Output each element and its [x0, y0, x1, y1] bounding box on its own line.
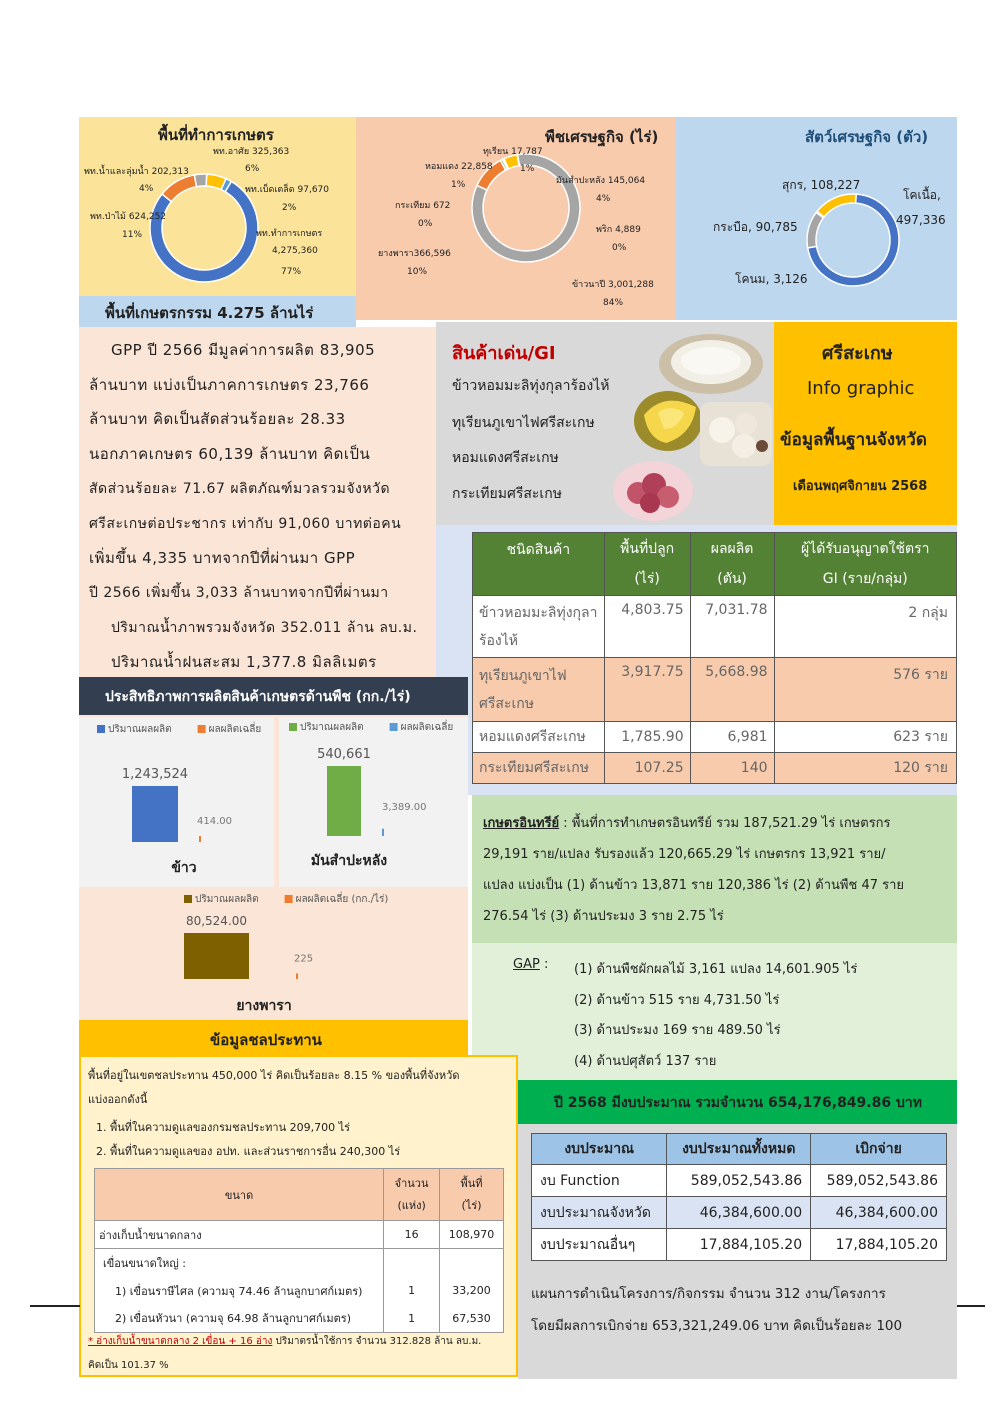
budget-plan-line: โดยมีผลการเบิกจ่าย 653,321,249.06 บาท คิดเป็นร้อยละ 100	[531, 1318, 903, 1334]
gap-item: (3) ด้านประมง 169 ราย 489.50 ไร่	[574, 1023, 781, 1038]
land-slice	[194, 174, 206, 187]
chart-1	[289, 719, 453, 869]
organic-line: 29,191 ราย/แปลง รับรองแล้ว 120,665.29 ไร่ เกษตรกร 13,921 ราย/	[483, 847, 886, 862]
budget-table	[531, 1133, 947, 1261]
irrigation-cell-area: 33,200	[440, 1277, 504, 1305]
legend-label: ผลผลิตเฉลี่ย (กก./ไร่)	[295, 894, 389, 905]
bar-label-production: 80,524.00	[185, 914, 248, 928]
irrigation-note-highlight: * อ่างเก็บน้ำขนาดกลาง 2 เขื่อน + 16 อ่าง	[88, 1336, 273, 1347]
irrigation-header-count: จำนวน (แห่ง)	[384, 1169, 440, 1221]
gi-item: กระเทียมศรีสะเกษ	[452, 486, 562, 502]
land-label-water-pct: 4%	[139, 184, 154, 194]
bar-average	[382, 829, 384, 836]
irrigation-header-area: พื้นที่ (ไร่)	[440, 1169, 504, 1221]
page-rule-right	[955, 1305, 985, 1307]
chart-0	[97, 721, 261, 876]
livestock-label-beef: โคเนื้อ,	[903, 188, 941, 202]
legend-swatch	[198, 725, 206, 733]
land-label-forest: พท.ป่าไม้ 624,252	[90, 212, 167, 222]
table-row: ทุเรียนภูเขาไฟ ศรีสะเกษ	[473, 658, 605, 722]
legend-label: ปริมาณผลผลิต	[300, 722, 364, 733]
table-row: 1) เขื่อนราษีไศล (ความจุ 74.46 ล้านลูกบาศก์เมตร)	[95, 1277, 384, 1305]
chart-title: ยางพารา	[236, 998, 292, 1014]
land-label-residential-pct: 6%	[245, 164, 260, 174]
bar-label-production: 540,661	[317, 747, 371, 762]
organic-line: : พื้นที่การทำเกษตรอินทรีย์ รวม 187,521.29 ไร่ เกษตรกร	[559, 816, 891, 831]
table-row: งบประมาณจังหวัด	[532, 1197, 667, 1229]
info-province: ศรีสะเกษ	[822, 343, 893, 364]
gap-label: GAP	[513, 957, 540, 972]
irrigation-note	[88, 1330, 481, 1378]
crops-label-durian: ทุเรียน 17,787	[483, 147, 543, 157]
budget-cell-total: 589,052,543.86	[667, 1165, 811, 1197]
livestock-slice	[817, 194, 856, 217]
gpp-line: ปริมาณน้ำภาพรวมจังหวัด 352.011 ล้าน ลบ.ม.	[111, 619, 418, 636]
budget-banner: ปี 2568 มีงบประมาณ รวมจำนวน 654,176,849.86 บาท	[554, 1095, 922, 1111]
bar-label-average: 414.00	[197, 816, 232, 828]
gpp-line: ล้านบาท แบ่งเป็นภาคการเกษตร 23,766	[89, 375, 370, 394]
info-date: เดือนพฤศจิกายน 2568	[793, 479, 928, 494]
land-title: พื้นที่ทำการเกษตร	[158, 126, 274, 144]
irrigation-cell-area: 108,970	[440, 1221, 504, 1249]
bar-production	[184, 933, 249, 979]
irrigation-cell-area: 67,530	[440, 1305, 504, 1333]
gi-cell-area: 4,803.75	[604, 596, 690, 658]
gpp-line: นอกภาคเกษตร 60,139 ล้านบาท คิดเป็น	[89, 445, 371, 464]
irrigation-cell-count: 16	[384, 1221, 440, 1249]
legend-label: ผลผลิตเฉลี่ย	[208, 724, 262, 735]
gi-cell-licensed: 2 กลุ่ม	[774, 596, 956, 658]
land-footer: พื้นที่เกษตรกรรม 4.275 ล้านไร่	[105, 304, 314, 322]
gap-colon: :	[539, 957, 549, 972]
gap-label-wrap	[513, 957, 548, 972]
livestock-label-pig: สุกร, 108,227	[782, 178, 861, 192]
crops-label-rubber-pct: 10%	[407, 267, 428, 277]
irrigation-header-size: ขนาด	[95, 1169, 384, 1221]
gi-cell-area: 107.25	[604, 753, 690, 784]
gap-item: (2) ด้านข้าว 515 ราย 4,731.50 ไร่	[574, 992, 780, 1008]
land-label-agri-value: 4,275,360	[272, 246, 318, 256]
budget-cell-total: 17,884,105.20	[667, 1229, 811, 1261]
chart-2	[184, 891, 388, 1014]
legend-swatch	[289, 723, 297, 731]
table-row: กระเทียมศรีสะเกษ	[473, 753, 605, 784]
bar-average	[199, 836, 201, 842]
table-row: 2) เขื่อนหัวนา (ความจุ 64.98 ล้านลูกบาศก์เมตร)	[95, 1305, 384, 1333]
page-rule-left	[30, 1305, 80, 1307]
gpp-line: ปี 2566 เพิ่มขึ้น 3,033 ล้านบาทจากปีที่ผ่านมา	[89, 584, 389, 601]
irrigation-point: 2. พื้นที่ในความดูแลของ อปท. และส่วนราชการอื่น 240,300 ไร่	[96, 1145, 401, 1158]
crops-label-garlic: กระเทียม 672	[395, 201, 451, 211]
gpp-line: เพิ่มขึ้น 4,335 บาทจากปีที่ผ่านมา GPP	[89, 549, 356, 568]
legend-swatch	[97, 725, 105, 733]
livestock-label-beef-value: 497,336	[896, 213, 946, 227]
gi-cell-licensed: 120 ราย	[774, 753, 956, 784]
organic-line: 276.54 ไร่ (3) ด้านประมง 3 ราย 2.75 ไร่	[483, 909, 724, 924]
gpp-line: ปริมาณน้ำฝนสะสม 1,377.8 มิลลิเมตร	[111, 653, 377, 672]
crops-label-rice-pct: 84%	[603, 298, 624, 308]
gap-list	[574, 955, 857, 1077]
land-label-agri: พท.ทำการเกษตร	[256, 229, 323, 239]
gi-cell-yield: 6,981	[690, 722, 774, 753]
table-row: งบประมาณอื่นๆ	[532, 1229, 667, 1261]
crops-label-garlic-pct: 0%	[418, 219, 433, 229]
livestock-label-dairy: โคนม, 3,126	[735, 272, 808, 286]
budget-cell-paid: 46,384,600.00	[811, 1197, 947, 1229]
budget-cell-paid: 589,052,543.86	[811, 1165, 947, 1197]
gi-cell-area: 3,917.75	[604, 658, 690, 722]
gi-title: สินค้าเด่น/GI	[452, 343, 556, 364]
organic-text	[483, 808, 904, 932]
table-row: หอมแดงศรีสะเกษ	[473, 722, 605, 753]
gi-cell-licensed: 576 ราย	[774, 658, 956, 722]
gi-header-area: พื้นที่ปลูก (ไร่)	[604, 533, 690, 596]
gi-header-licensed: ผู้ได้รับอนุญาตใช้ตรา GI (ราย/กลุ่ม)	[774, 533, 956, 596]
bar-label-average: 225	[294, 953, 314, 965]
irrigation-intro	[88, 1064, 459, 1164]
gpp-line: สัดส่วนร้อยละ 71.67 ผลิตภัณฑ์มวลรวมจังหวัด	[89, 480, 391, 497]
budget-plan-line: แผนการดำเนินโครงการ/กิจกรรม จำนวน 312 งาน/โครงการ	[531, 1286, 886, 1302]
crops-label-durian-pct: 1%	[520, 164, 535, 174]
gi-cell-yield: 7,031.78	[690, 596, 774, 658]
bar-average	[296, 973, 298, 979]
gpp-text	[89, 333, 434, 680]
irrigation-cell-count	[384, 1249, 440, 1277]
organic-label: เกษตรอินทรีย์	[483, 816, 560, 831]
irrigation-cell-area	[440, 1249, 504, 1277]
bar-label-production: 1,243,524	[121, 767, 189, 782]
crops-title: พืชเศรษฐกิจ (ไร่)	[545, 128, 659, 146]
crops-label-shallot-pct: 1%	[451, 180, 466, 190]
land-label-residential: พท.อาศัย 325,363	[213, 147, 290, 157]
land-slice	[162, 175, 196, 202]
efficiency-charts	[79, 715, 468, 1020]
budget-header: เบิกจ่าย	[811, 1134, 947, 1165]
irrigation-title: ข้อมูลชลประทาน	[210, 1031, 322, 1049]
land-donut	[148, 172, 260, 284]
gpp-line: GPP ปี 2566 มีมูลค่าการผลิต 83,905	[111, 341, 376, 359]
land-label-forest-pct: 11%	[122, 230, 143, 240]
livestock-slice	[807, 212, 823, 247]
gi-cell-yield: 5,668.98	[690, 658, 774, 722]
table-row: งบ Function	[532, 1165, 667, 1197]
legend-swatch	[184, 895, 192, 903]
irrigation-point: 1. พื้นที่ในความดูแลของกรมชลประทาน 209,700 ไร่	[96, 1121, 351, 1134]
budget-header: งบประมาณทั้งหมด	[667, 1134, 811, 1165]
livestock-label-buffalo: กระบือ, 90,785	[713, 220, 798, 234]
irrigation-note-line2: คิดเป็น 101.37 %	[88, 1360, 169, 1371]
gi-item: ข้าวหอมมะลิทุ่งกุลาร้องไห้	[452, 378, 610, 394]
crops-label-cassava: มันสำปะหลัง 145,064	[556, 176, 646, 186]
gpp-line: ล้านบาท คิดเป็นสัดส่วนร้อยละ 28.33	[89, 410, 346, 429]
bar-production	[327, 766, 361, 836]
crops-label-shallot: หอมแดง 22,858	[425, 162, 493, 172]
livestock-donut	[803, 190, 903, 290]
irrigation-note-text: ปริมาตรน้ำใช้การ จำนวน 312.828 ล้าน ลบ.ม.	[272, 1336, 482, 1347]
table-row: ข้าวหอมมะลิทุ่งกุลา ร้องไห้	[473, 596, 605, 658]
land-label-misc: พท.เบ็ดเตล็ด 97,670	[245, 185, 329, 195]
land-label-misc-pct: 2%	[282, 203, 297, 213]
budget-header: งบประมาณ	[532, 1134, 667, 1165]
irrigation-intro-line: แบ่งออกดังนี้	[88, 1093, 148, 1106]
land-label-water: พท.น้ำและลุ่มน้ำ 202,313	[84, 167, 189, 177]
info-subtitle: Info graphic	[807, 378, 915, 399]
gap-item: (1) ด้านพืชผักผลไม้ 3,161 แปลง 14,601.905 ไร่	[574, 962, 858, 977]
irrigation-intro-line: พื้นที่อยู่ในเขตชลประทาน 450,000 ไร่ คิดเป็นร้อยละ 8.15 % ของพื้นที่จังหวัด	[88, 1069, 460, 1082]
gi-cell-yield: 140	[690, 753, 774, 784]
crops-label-rubber: ยางพารา366,596	[378, 249, 451, 259]
legend-label: ปริมาณผลผลิต	[195, 894, 259, 905]
chart-title: ข้าว	[171, 860, 197, 876]
legend-swatch	[285, 895, 293, 903]
info-desc: ข้อมูลพื้นฐานจังหวัด	[780, 430, 927, 450]
shallot-image	[612, 455, 694, 521]
irrigation-table	[94, 1168, 504, 1333]
budget-plan	[531, 1278, 902, 1342]
gpp-line: ศรีสะเกษต่อประชากร เท่ากับ 91,060 บาทต่อคน	[89, 515, 402, 532]
bar-label-average: 3,389.00	[382, 802, 427, 813]
land-label-agri-pct: 77%	[281, 267, 302, 277]
garlic-image	[700, 402, 772, 466]
gap-item: (4) ด้านปศุสัตว์ 137 ราย	[574, 1053, 717, 1069]
budget-cell-total: 46,384,600.00	[667, 1197, 811, 1229]
gi-cell-licensed: 623 ราย	[774, 722, 956, 753]
crops-label-cassava-pct: 4%	[596, 194, 611, 204]
gi-header-yield: ผลผลิต (ตัน)	[690, 533, 774, 596]
gi-item: หอมแดงศรีสะเกษ	[452, 450, 559, 466]
gi-cell-area: 1,785.90	[604, 722, 690, 753]
irrigation-cell-count: 1	[384, 1277, 440, 1305]
irrigation-cell-count: 1	[384, 1305, 440, 1333]
crops-label-rice: ข้าวนาปี 3,001,288	[572, 280, 654, 290]
legend-swatch	[390, 723, 398, 731]
livestock-title: สัตว์เศรษฐกิจ (ตัว)	[805, 128, 929, 146]
crops-label-chili: พริก 4,889	[596, 225, 641, 235]
bar-production	[132, 786, 178, 842]
gi-item: ทุเรียนภูเขาไฟศรีสะเกษ	[452, 415, 595, 431]
budget-cell-paid: 17,884,105.20	[811, 1229, 947, 1261]
table-row: เขื่อนขนาดใหญ่ :	[95, 1249, 384, 1277]
gi-table	[472, 532, 957, 784]
efficiency-title: ประสิทธิภาพการผลิตสินค้าเกษตรด้านพืช (กก./ไร่)	[105, 689, 411, 705]
chart-title: มันสำปะหลัง	[310, 853, 388, 869]
crops-label-chili-pct: 0%	[612, 243, 627, 253]
gi-header-product: ชนิดสินค้า	[473, 533, 605, 596]
durian-image	[630, 385, 708, 455]
legend-label: ปริมาณผลผลิต	[108, 724, 172, 735]
organic-line: แปลง แบ่งเป็น (1) ด้านข้าว 13,871 ราย 120,386 ไร่ (2) ด้านพืช 47 ราย	[483, 878, 905, 893]
table-row: อ่างเก็บน้ำขนาดกลาง	[95, 1221, 384, 1249]
legend-label: ผลผลิตเฉลี่ย	[400, 722, 454, 733]
